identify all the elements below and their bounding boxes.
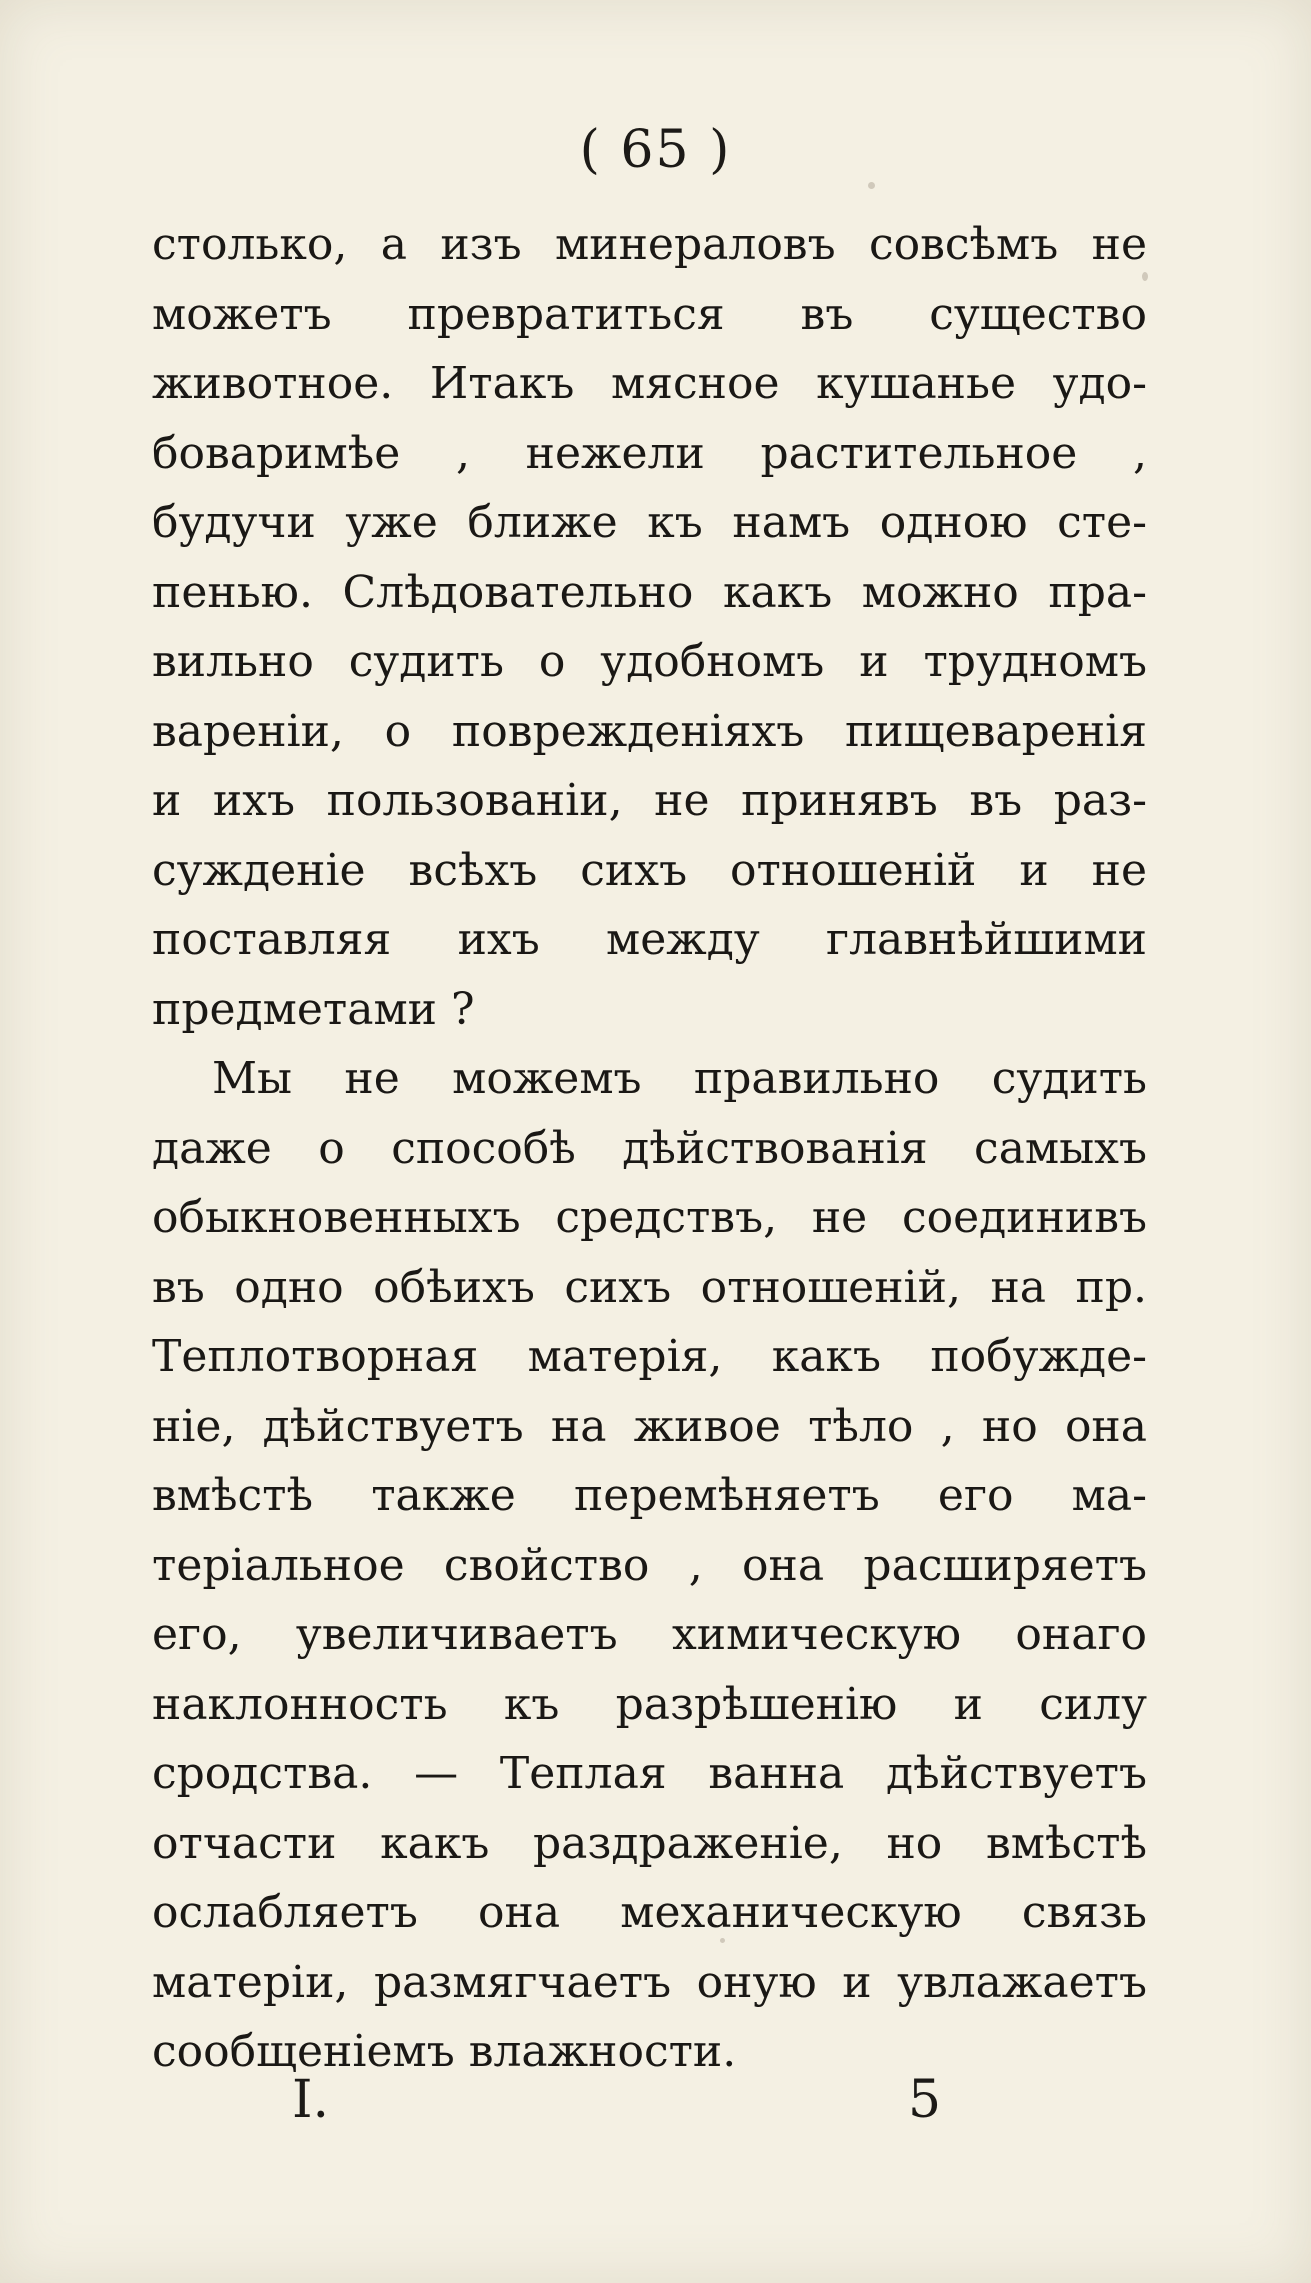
text-line: будучи уже ближе къ намъ одною сте- [152,497,1147,548]
body-text [152,210,1147,2087]
text-line: животное. Итакъ мясное кушанье удо- [152,358,1147,409]
text-line: вмѣстѣ также перемѣняетъ его ма- [152,1470,1147,1521]
text-line: ослабляетъ она механическую связь [152,1887,1147,1938]
page-footer [0,2070,1311,2140]
text-line: вильно судить о удобномъ и трудномъ [152,636,1147,687]
text-line: можетъ превратиться въ существо [152,288,1147,340]
page-number: ( 65 ) [579,120,732,180]
text-line: наклонность къ разрѣшенію и силу [152,1678,1147,1730]
text-line: столько, а изъ минераловъ совсѣмъ не [152,219,1147,270]
text-line: сужденіе всѣхъ сихъ отношеній и не [152,844,1147,896]
text-line: сообщеніемъ влажности. [152,2026,737,2077]
text-line: теріальное свойство , она расширяетъ [152,1539,1147,1591]
text-line: его, увеличиваетъ химическую онаго [152,1609,1147,1660]
text-line: и ихъ пользованіи, не принявъ въ раз- [152,775,1147,826]
text-line: Теплотворная матерія, какъ побужде- [152,1331,1147,1382]
text-line: пенью. Слѣдовательно какъ можно пра- [152,566,1147,618]
text-line: отчасти какъ раздраженіе, но вмѣстѣ [152,1817,1147,1869]
text-line: Мы не можемъ правильно судить [212,1053,1147,1104]
text-line: поставляя ихъ между главнѣйшими [152,914,1147,965]
sheet-number: 5 [908,2070,942,2130]
paper-speck [868,182,875,189]
text-line: предметами ? [152,983,475,1035]
text-line: обыкновенныхъ средствъ, не соединивъ [152,1192,1147,1243]
text-line: сродства. — Теплая ванна дѣйствуетъ [152,1748,1147,1799]
text-line: даже о способѣ дѣйствованія самыхъ [152,1122,1147,1174]
signature-mark: I. [292,2070,330,2130]
text-line: въ одно обѣихъ сихъ отношеній, на пр. [152,1261,1147,1313]
text-line: боваримѣе , нежели растительное , [152,427,1147,479]
text-line: вареніи, о поврежденіяхъ пищеваренія [152,705,1147,757]
text-line: матеріи, размягчаетъ оную и увлажаетъ [152,1956,1147,2008]
text-line: ніе, дѣйствуетъ на живое тѣло , но она [152,1400,1147,1452]
